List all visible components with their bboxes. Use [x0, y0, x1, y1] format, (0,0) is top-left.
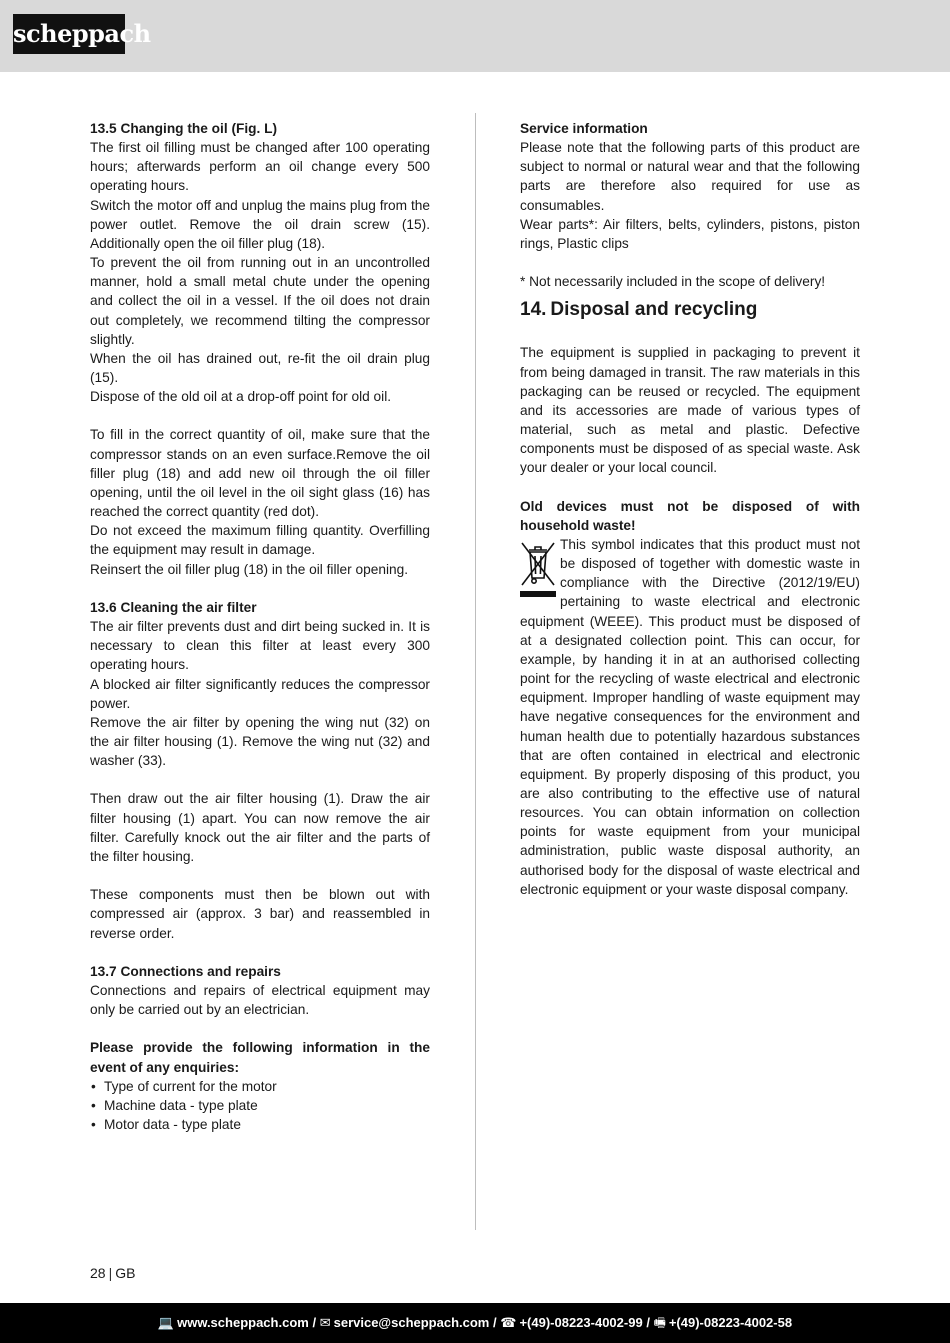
- enquiries-list: [90, 1077, 430, 1134]
- website-link[interactable]: www.scheppach.com: [177, 1315, 309, 1330]
- right-column: [520, 119, 860, 899]
- page-header: [0, 0, 950, 72]
- paragraph: Then draw out the air filter housing (1). Draw the air filter housing (1) apart. You can now remove the air filter. Carefully knock out the air filter and the parts of the filter housing.: [90, 791, 430, 864]
- list-item: • Machine data - type plate: [90, 1096, 430, 1115]
- paragraph: Reinsert the oil filler plug (18) in the oil filler opening.: [90, 561, 409, 577]
- paragraph: To fill in the correct quantity of oil, make sure that the compressor stands on an even surface.Remove the oil filler plug (18) and add new oil through the oil filler opening, until the oil level in the oil sight glass (16) has reached the correct quantity (red dot).: [90, 427, 430, 520]
- email-link[interactable]: service@scheppach.com: [333, 1315, 490, 1330]
- paragraph: Please note that the following parts of this product are subject to normal or natural wear and that the following parts are therefore also required for use as consumables.: [520, 140, 860, 213]
- section-13-5-title: 13.5 Changing the oil (Fig. L): [90, 121, 278, 136]
- paragraph: To prevent the oil from running out in an uncontrolled manner, hold a small metal chute under the opening and collect the oil in a vessel. If the oil does not drain out completely, we recommend tilting the compressor slightly.: [90, 255, 430, 347]
- list-item: • Type of current for the motor: [90, 1077, 430, 1096]
- paragraph: The air filter prevents dust and dirt being sucked in. It is necessary to clean this filter at least every 300 operating hours.: [90, 619, 430, 673]
- section-13-7-title: 13.7 Connections and repairs: [90, 963, 281, 979]
- service-info-title: Service information: [520, 121, 648, 136]
- enquiries-title: Please provide the following information in the event of any enquiries:: [90, 1040, 430, 1075]
- paragraph: When the oil has drained out, re-fit the oil drain plug (15).: [90, 350, 430, 386]
- left-column: [90, 119, 430, 1134]
- paragraph: The first oil filling must be changed after 100 operating hours; afterwards perform an oil change every 500 operating hours.: [90, 140, 430, 194]
- weee-block: [520, 535, 860, 899]
- section-number: 14.: [520, 299, 547, 321]
- email-icon: ✉: [319, 1315, 331, 1330]
- phone-icon: ☎: [500, 1315, 517, 1330]
- section-14-heading: [520, 297, 860, 323]
- weee-text: This symbol indicates that this product must not be disposed of together with domestic waste in compliance with the Directive (2012/19/EU) pertaining to waste electrical and electronic equipment (WEEE). This product must be disposed of at a designated collection point. This can occur, for example, by handing it in at an authorised collecting point for the recycling of waste electrical and electronic equipment. Improper handling of waste equipment may have negative consequences for the environment and human health due to potentially hazardous substances that are often contained in electrical and electronic equipment. By properly disposing of this product, you are also contributing to the effective use of natural resources. You can obtain information on collection points for waste equipment from your municipal administration, public waste disposal authority, an authorised body for the disposal of waste electrical and electronic equipment or your waste disposal company.: [520, 536, 860, 897]
- old-devices-title: Old devices must not be disposed of with household waste!: [520, 498, 860, 533]
- paragraph: Switch the motor off and unplug the mains plug from the power outlet. Remove the oil drain screw (15). Additionally open the oil filler plug (18).: [90, 197, 430, 251]
- section-13-6-title: 13.6 Cleaning the air filter: [90, 599, 257, 615]
- brand-logo: scheppach: [13, 14, 125, 54]
- page-number: 28 | GB: [90, 1265, 136, 1281]
- paragraph: Remove the air filter by opening the wing nut (32) on the air filter housing (1). Remove the wing nut (32) and washer (33).: [90, 714, 430, 769]
- paragraph: Wear parts*: Air filters, belts, cylinders, pistons, piston rings, Plastic clips: [520, 216, 860, 251]
- column-divider: [475, 113, 476, 1230]
- paragraph: Do not exceed the maximum filling quantity. Overfilling the equipment may result in damage.: [90, 523, 430, 558]
- phone-number: +(49)-08223-4002-99: [519, 1315, 643, 1330]
- contact-footer: 💻 www.scheppach.com / ✉ service@scheppach.com / ☎ +(49)-08223-4002-99 / 🖷 +(49)-08223-4002-58: [0, 1303, 950, 1343]
- weee-crossed-bin-icon: [520, 538, 556, 598]
- section-title: Disposal and recycling: [550, 299, 758, 321]
- list-item: • Motor data - type plate: [90, 1115, 430, 1134]
- fax-icon: 🖷: [653, 1315, 666, 1330]
- paragraph: Connections and repairs of electrical equipment may only be carried out by an electrician.: [90, 982, 430, 1018]
- paragraph: A blocked air filter significantly reduces the compressor power.: [90, 676, 430, 711]
- footnote: * Not necessarily included in the scope of delivery!: [520, 274, 826, 290]
- paragraph: These components must then be blown out with compressed air (approx. 3 bar) and reassembled in reverse order.: [90, 887, 430, 941]
- computer-icon: 💻: [157, 1315, 175, 1330]
- paragraph: Dispose of the old oil at a drop-off point for old oil.: [90, 389, 392, 405]
- fax-number: +(49)-08223-4002-58: [668, 1315, 793, 1330]
- paragraph: The equipment is supplied in packaging to prevent it from being damaged in transit. The raw materials in this packaging can be reused or recycled. The equipment and its accessories are made of various types of material, such as metal and plastic. Defective components must be disposed of as special waste. Ask your dealer or your local council.: [520, 345, 860, 476]
